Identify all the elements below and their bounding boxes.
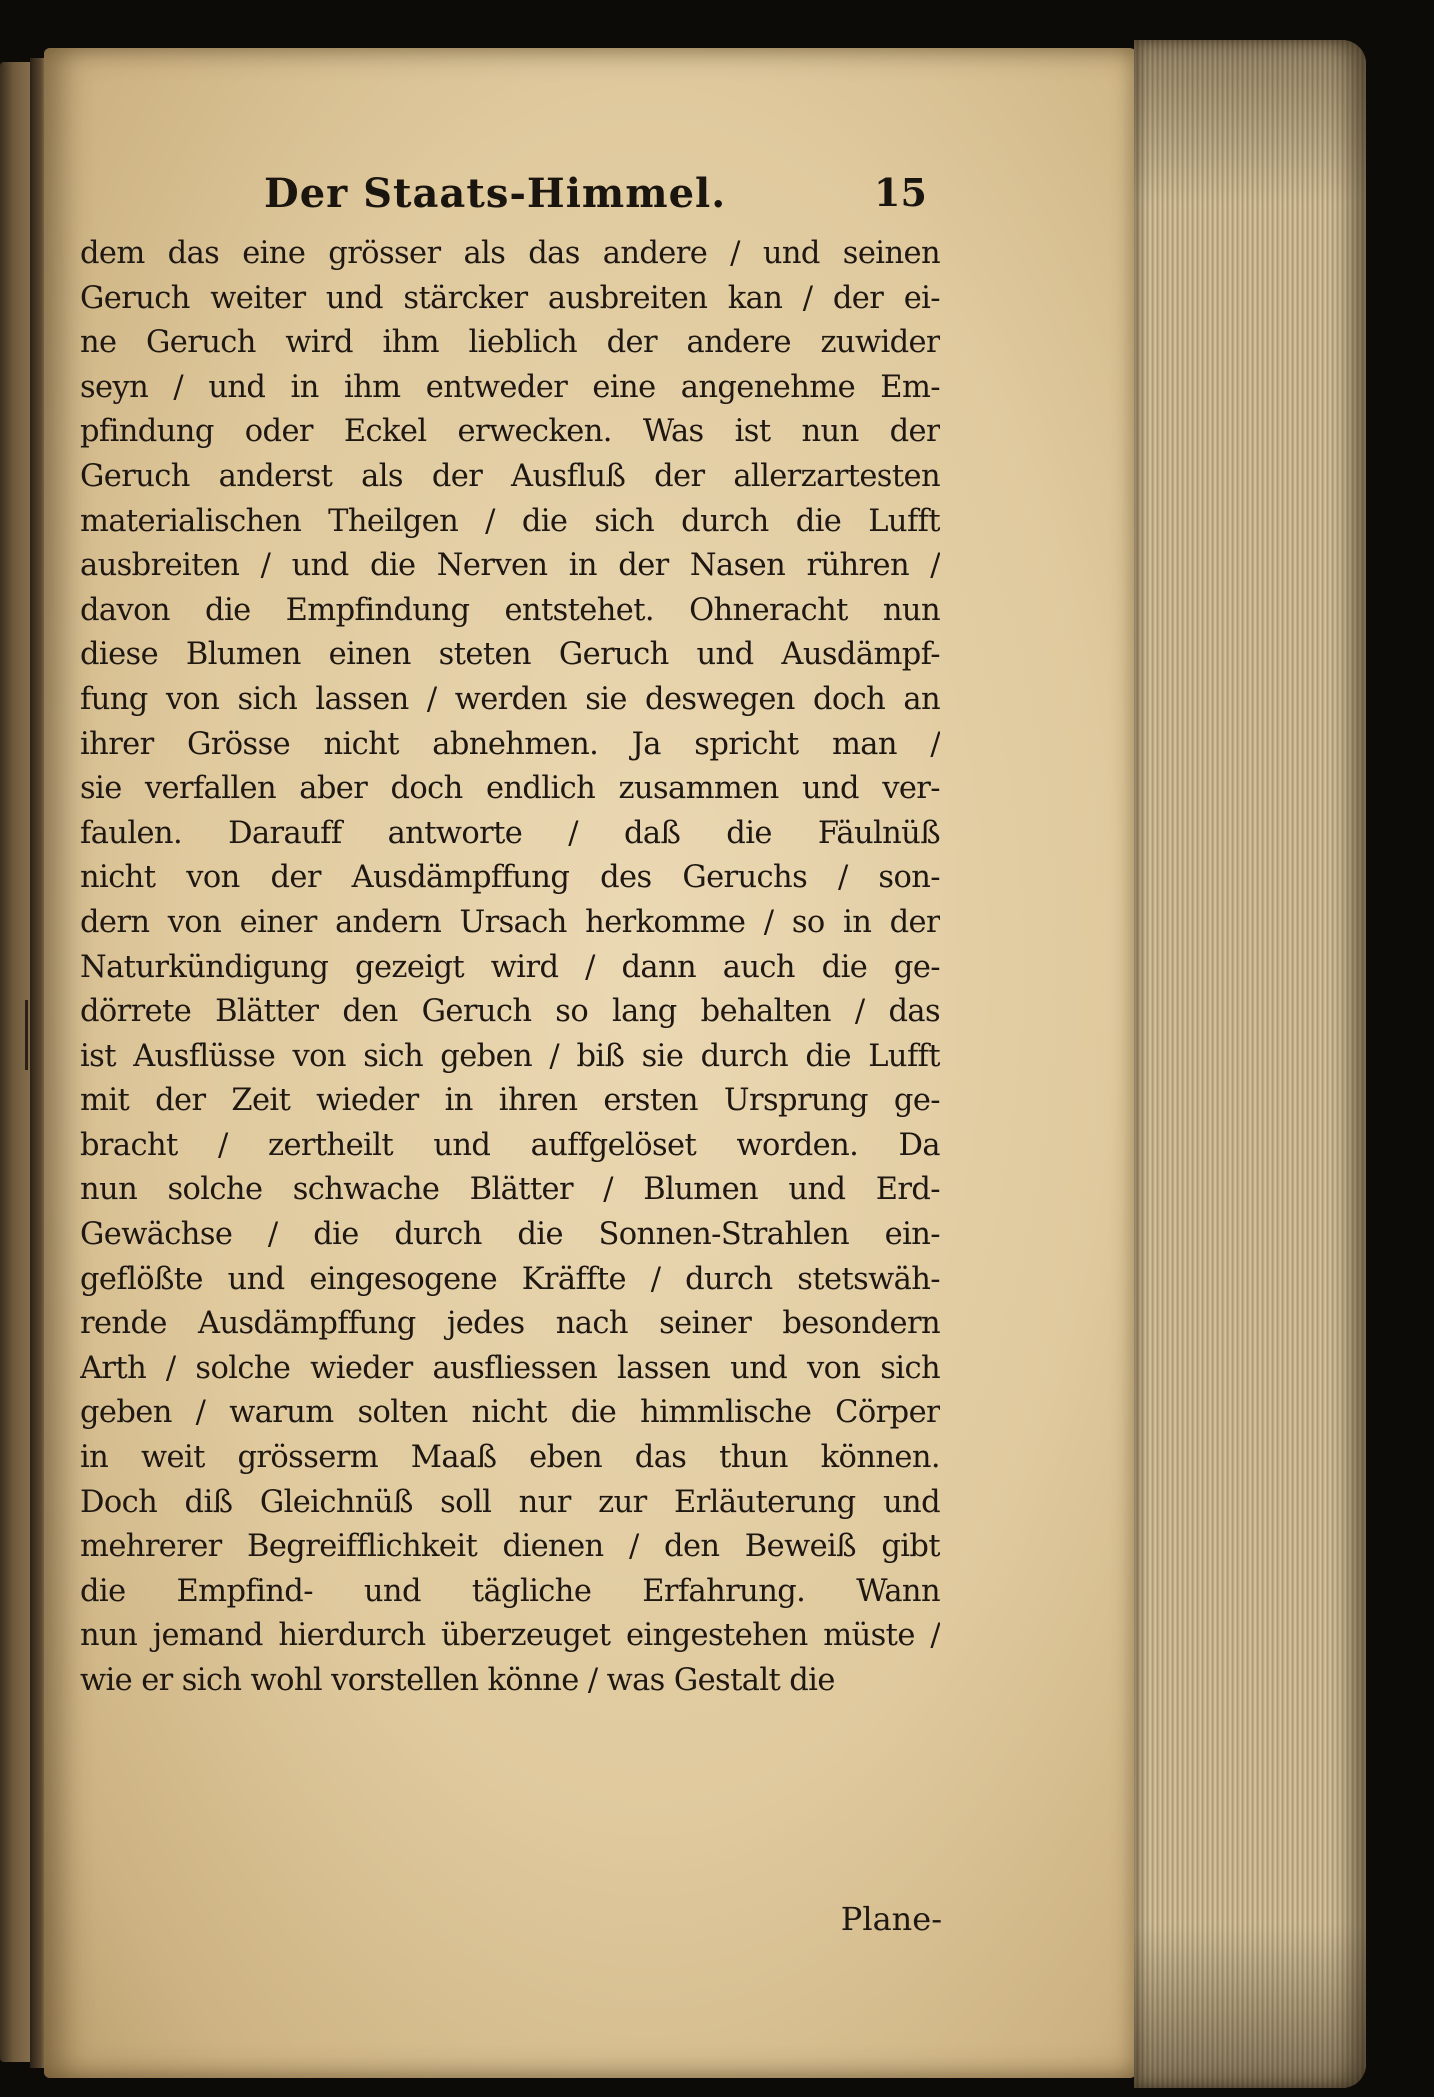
text-line: geflößte und eingesogene Kräffte / durch stetswäh-	[80, 1261, 940, 1297]
text-line: ne Geruch wird ihm lieblich der andere zuwider	[80, 325, 940, 361]
left-page-edge	[0, 62, 34, 2062]
text-line: Geruch weiter und stärcker ausbreiten kan / der ei-	[80, 280, 940, 316]
text-line: Naturkündigung gezeigt wird / dann auch die ge-	[80, 949, 940, 985]
text-line: seyn / und in ihm entweder eine angenehme Em-	[80, 369, 940, 405]
text-line: mit der Zeit wieder in ihren ersten Ursprung ge-	[80, 1083, 940, 1119]
margin-mark	[25, 1000, 28, 1070]
text-line: nicht von der Ausdämpffung des Geruchs / son-	[80, 860, 940, 896]
text-line: fung von sich lassen / werden sie deswegen doch an	[80, 681, 940, 717]
text-line: rende Ausdämpffung jedes nach seiner besondern	[80, 1306, 940, 1342]
text-line: materialischen Theilgen / die sich durch die Lufft	[80, 503, 940, 539]
text-line: dörrete Blätter den Geruch so lang behalten / das	[80, 994, 940, 1030]
text-line: Gewächse / die durch die Sonnen-Strahlen ein-	[80, 1217, 940, 1253]
text-line: mehrerer Begreifflichkeit dienen / den Beweiß gibt	[80, 1529, 940, 1565]
text-line: davon die Empfindung entstehet. Ohneracht nun	[80, 592, 940, 628]
text-line: die Empfind- und tägliche Erfahrung. Wann	[80, 1573, 940, 1609]
catchword: Plane-	[840, 1900, 942, 1938]
text-line: nun solche schwache Blätter / Blumen und Erd-	[80, 1172, 940, 1208]
text-line: pfindung oder Eckel erwecken. Was ist nun der	[80, 414, 940, 450]
text-line: dern von einer andern Ursach herkomme / so in der	[80, 904, 940, 940]
text-line: Arth / solche wieder ausfliessen lassen und von sich	[80, 1350, 940, 1386]
fore-edge-shadow	[1134, 40, 1366, 2088]
text-line: ist Ausflüsse von sich geben / biß sie durch die Lufft	[80, 1038, 940, 1074]
text-line: geben / warum solten nicht die himmlische Cörper	[80, 1395, 940, 1431]
page-number: 15	[874, 170, 927, 215]
text-line: ihrer Grösse nicht abnehmen. Ja spricht man /	[80, 726, 940, 762]
text-line: Doch diß Gleichnüß soll nur zur Erläuterung und	[80, 1484, 940, 1520]
text-line: faulen. Darauff antworte / daß die Fäulnüß	[80, 815, 940, 851]
text-line: sie verfallen aber doch endlich zusammen und ver-	[80, 771, 940, 807]
text-line: in weit grösserm Maaß eben das thun können.	[80, 1440, 940, 1476]
text-line: Geruch anderst als der Ausfluß der allerzartesten	[80, 458, 940, 494]
text-line: diese Blumen einen steten Geruch und Ausdämpf-	[80, 637, 940, 673]
text-line: dem das eine grösser als das andere / und seinen	[80, 236, 940, 271]
text-line: nun jemand hierdurch überzeuget eingestehen müste /	[80, 1618, 940, 1654]
text-line: ausbreiten / und die Nerven in der Nasen rühren /	[80, 548, 940, 584]
text-line: bracht / zertheilt und auffgelöset worden. Da	[80, 1127, 940, 1163]
running-head-title: Der Staats-Himmel.	[264, 170, 727, 217]
text-line: wie er sich wohl vorstellen könne / was Gestalt die	[80, 1663, 835, 1698]
running-head	[264, 170, 964, 220]
body-text	[80, 232, 940, 1704]
